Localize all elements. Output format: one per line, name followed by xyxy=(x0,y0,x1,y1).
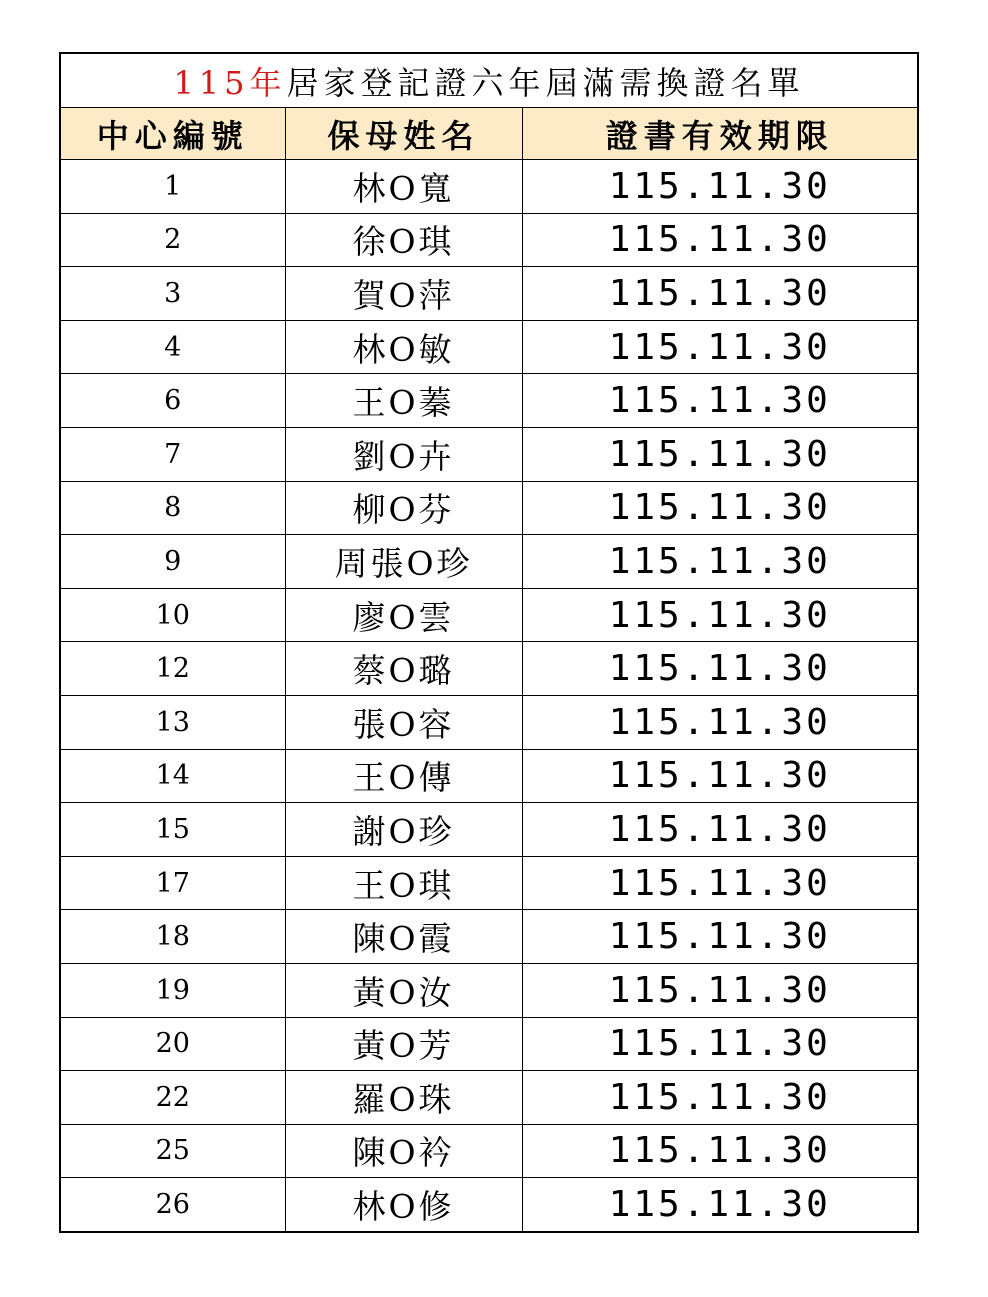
row-caregiver-name: 黃O汝 xyxy=(285,963,522,1017)
row-certificate-expiry: 115.11.30 xyxy=(522,588,917,642)
table-row xyxy=(61,160,917,214)
table-header-row xyxy=(61,108,917,160)
table-row xyxy=(61,856,917,910)
row-certificate-expiry: 115.11.30 xyxy=(522,427,917,481)
row-certificate-expiry: 115.11.30 xyxy=(522,695,917,749)
row-center-id: 2 xyxy=(61,213,285,267)
row-caregiver-name: 徐O琪 xyxy=(285,213,522,267)
row-caregiver-name: 林O修 xyxy=(285,1178,522,1231)
row-caregiver-name: 陳O衿 xyxy=(285,1124,522,1178)
row-center-id: 12 xyxy=(61,642,285,696)
document-title xyxy=(61,54,917,108)
row-center-id: 17 xyxy=(61,856,285,910)
row-caregiver-name: 廖O雲 xyxy=(285,588,522,642)
row-caregiver-name: 柳O芬 xyxy=(285,481,522,535)
row-caregiver-name: 王O蓁 xyxy=(285,374,522,428)
table-row xyxy=(61,1178,917,1231)
row-center-id: 9 xyxy=(61,535,285,589)
row-center-id: 10 xyxy=(61,588,285,642)
table-row xyxy=(61,588,917,642)
row-center-id: 6 xyxy=(61,374,285,428)
renewal-list-sheet xyxy=(59,52,919,1233)
row-certificate-expiry: 115.11.30 xyxy=(522,1071,917,1125)
row-center-id: 1 xyxy=(61,160,285,214)
table-row xyxy=(61,1124,917,1178)
table-row xyxy=(61,1071,917,1125)
row-center-id: 4 xyxy=(61,320,285,374)
row-caregiver-name: 林O寬 xyxy=(285,160,522,214)
row-center-id: 22 xyxy=(61,1071,285,1125)
row-center-id: 8 xyxy=(61,481,285,535)
table-row xyxy=(61,535,917,589)
caregiver-table xyxy=(61,108,917,1231)
row-certificate-expiry: 115.11.30 xyxy=(522,1017,917,1071)
table-row xyxy=(61,1017,917,1071)
row-center-id: 14 xyxy=(61,749,285,803)
row-center-id: 15 xyxy=(61,803,285,857)
row-caregiver-name: 黃O芳 xyxy=(285,1017,522,1071)
row-caregiver-name: 羅O珠 xyxy=(285,1071,522,1125)
header-caregiver-name: 保母姓名 xyxy=(285,108,522,160)
row-certificate-expiry: 115.11.30 xyxy=(522,535,917,589)
title-text: 居家登記證六年屆滿需換證名單 xyxy=(286,63,805,102)
table-row xyxy=(61,642,917,696)
row-certificate-expiry: 115.11.30 xyxy=(522,963,917,1017)
title-year: 115年 xyxy=(173,63,287,102)
table-row xyxy=(61,910,917,964)
table-row xyxy=(61,267,917,321)
row-center-id: 26 xyxy=(61,1178,285,1231)
table-row xyxy=(61,695,917,749)
row-caregiver-name: 王O琪 xyxy=(285,856,522,910)
row-center-id: 13 xyxy=(61,695,285,749)
table-row xyxy=(61,749,917,803)
row-center-id: 19 xyxy=(61,963,285,1017)
row-caregiver-name: 王O傳 xyxy=(285,749,522,803)
row-caregiver-name: 張O容 xyxy=(285,695,522,749)
row-certificate-expiry: 115.11.30 xyxy=(522,374,917,428)
row-caregiver-name: 陳O霞 xyxy=(285,910,522,964)
row-center-id: 25 xyxy=(61,1124,285,1178)
row-certificate-expiry: 115.11.30 xyxy=(522,803,917,857)
row-center-id: 7 xyxy=(61,427,285,481)
table-row xyxy=(61,481,917,535)
table-row xyxy=(61,374,917,428)
header-center-id: 中心編號 xyxy=(61,108,285,160)
row-certificate-expiry: 115.11.30 xyxy=(522,213,917,267)
row-certificate-expiry: 115.11.30 xyxy=(522,481,917,535)
row-center-id: 3 xyxy=(61,267,285,321)
table-row xyxy=(61,213,917,267)
row-certificate-expiry: 115.11.30 xyxy=(522,320,917,374)
row-certificate-expiry: 115.11.30 xyxy=(522,1124,917,1178)
row-certificate-expiry: 115.11.30 xyxy=(522,1178,917,1231)
row-certificate-expiry: 115.11.30 xyxy=(522,267,917,321)
row-certificate-expiry: 115.11.30 xyxy=(522,910,917,964)
table-row xyxy=(61,427,917,481)
row-certificate-expiry: 115.11.30 xyxy=(522,856,917,910)
row-caregiver-name: 蔡O璐 xyxy=(285,642,522,696)
row-center-id: 20 xyxy=(61,1017,285,1071)
row-caregiver-name: 謝O珍 xyxy=(285,803,522,857)
row-caregiver-name: 周張O珍 xyxy=(285,535,522,589)
row-certificate-expiry: 115.11.30 xyxy=(522,749,917,803)
row-caregiver-name: 劉O卉 xyxy=(285,427,522,481)
header-certificate-expiry: 證書有效期限 xyxy=(522,108,917,160)
row-caregiver-name: 林O敏 xyxy=(285,320,522,374)
table-row xyxy=(61,963,917,1017)
row-certificate-expiry: 115.11.30 xyxy=(522,642,917,696)
table-row xyxy=(61,803,917,857)
row-certificate-expiry: 115.11.30 xyxy=(608,165,831,207)
row-caregiver-name: 賀O萍 xyxy=(285,267,522,321)
table-row xyxy=(61,320,917,374)
row-center-id: 18 xyxy=(61,910,285,964)
